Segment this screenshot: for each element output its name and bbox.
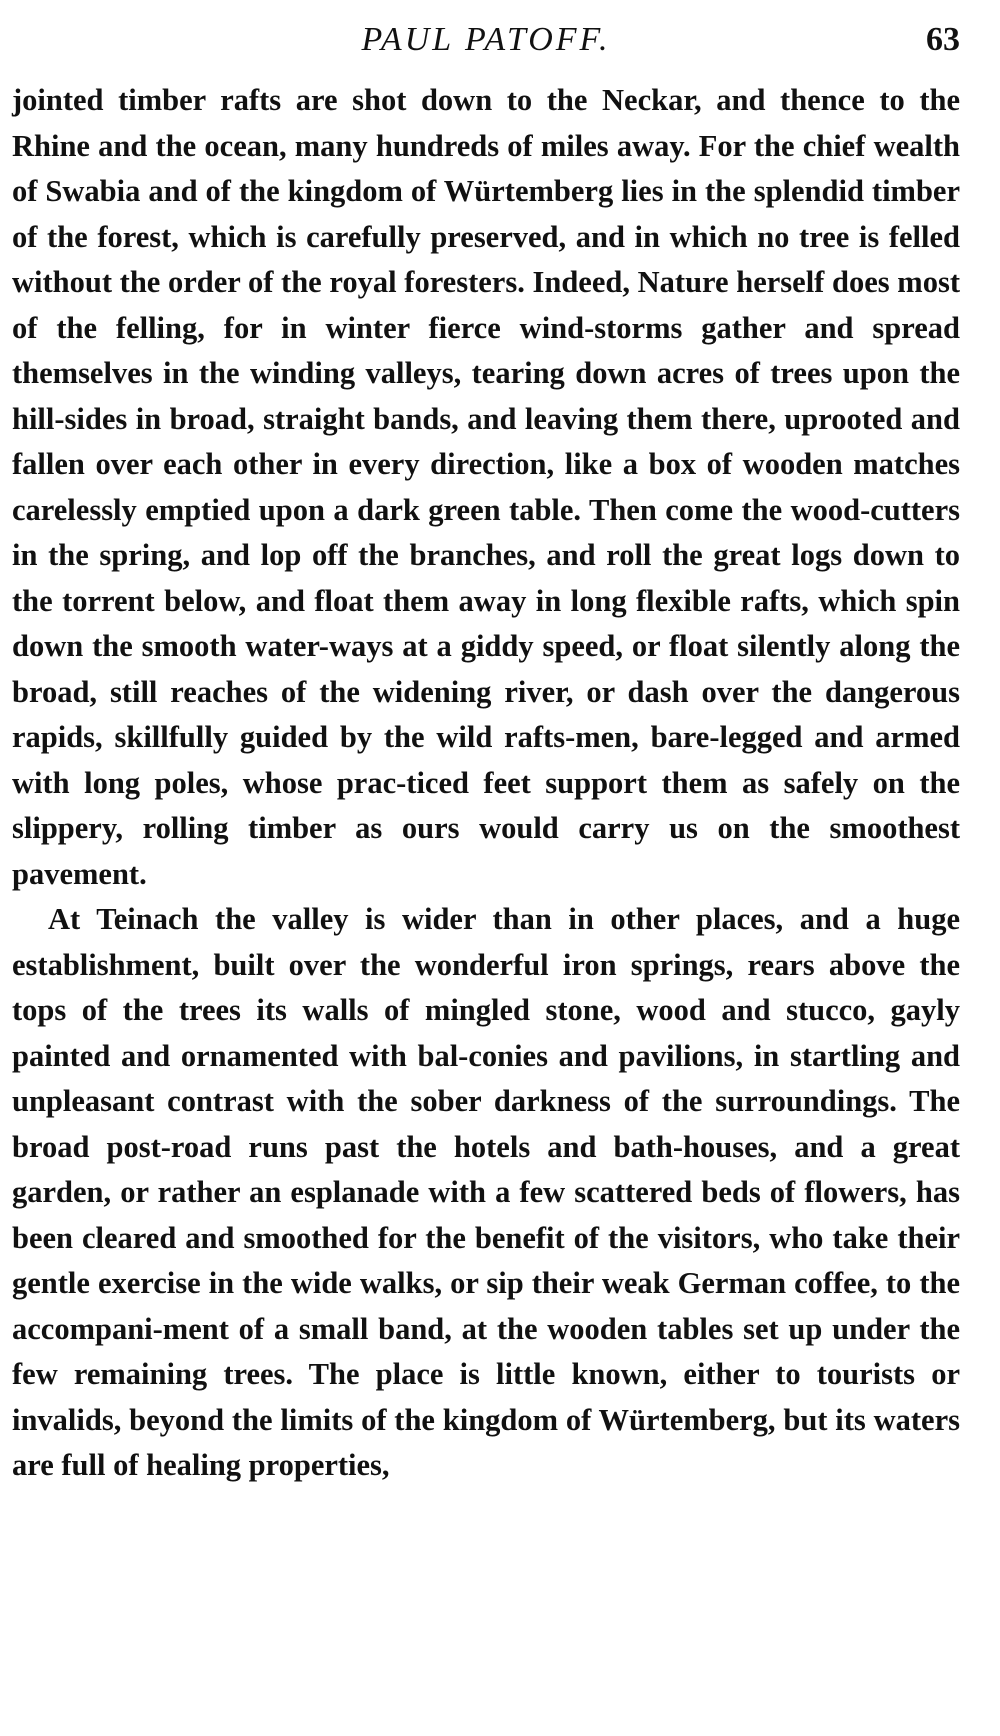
page-number: 63 (926, 21, 960, 58)
body-text (12, 78, 960, 1489)
running-head (12, 12, 960, 68)
paragraph-continued: jointed timber rafts are shot down to the Neckar, and thence to the Rhine and the ocean, many hundreds of miles away. For the chief wealth of Swabia and of the kingdom of Würtemberg lies in the splendid timber of the forest, which is carefully preserved, and in which no tree is felled without the order of the royal foresters. Indeed, Nature herself does most of the felling, for in winter fierce wind-storms gather and spread themselves in the winding valleys, tearing down acres of trees upon the hill-sides in broad, straight bands, and leaving them there, uprooted and fallen over each other in every direction, like a box of wooden matches carelessly emptied upon a dark green table. Then come the wood-cutters in the spring, and lop off the branches, and roll the great logs down to the torrent below, and float them away in long flexible rafts, which spin down the smooth water-ways at a giddy speed, or float silently along the broad, still reaches of the widening river, or dash over the dangerous rapids, skillfully guided by the wild rafts-men, bare-legged and armed with long poles, whose prac-ticed feet support them as safely on the slippery, rolling timber as ours would carry us on the smoothest pavement. (12, 83, 960, 891)
paragraph-teinach: At Teinach the valley is wider than in other places, and a huge establishment, built over the wonderful iron springs, rears above the tops of the trees its walls of mingled stone, wood and stucco, gayly painted and ornamented with bal-conies and pavilions, in startling and unpleasant contrast with the sober darkness of the surroundings. The broad post-road runs past the hotels and bath-houses, and a great garden, or rather an esplanade with a few scattered beds of flowers, has been cleared and smoothed for the benefit of the visitors, who take their gentle exercise in the wide walks, or sip their weak German coffee, to the accompani-ment of a small band, at the wooden tables set up under the few remaining trees. The place is little known, either to tourists or invalids, beyond the limits of the kingdom of Würtemberg, but its waters are full of healing properties, (12, 902, 960, 1482)
running-title: PAUL PATOFF. (361, 21, 611, 58)
